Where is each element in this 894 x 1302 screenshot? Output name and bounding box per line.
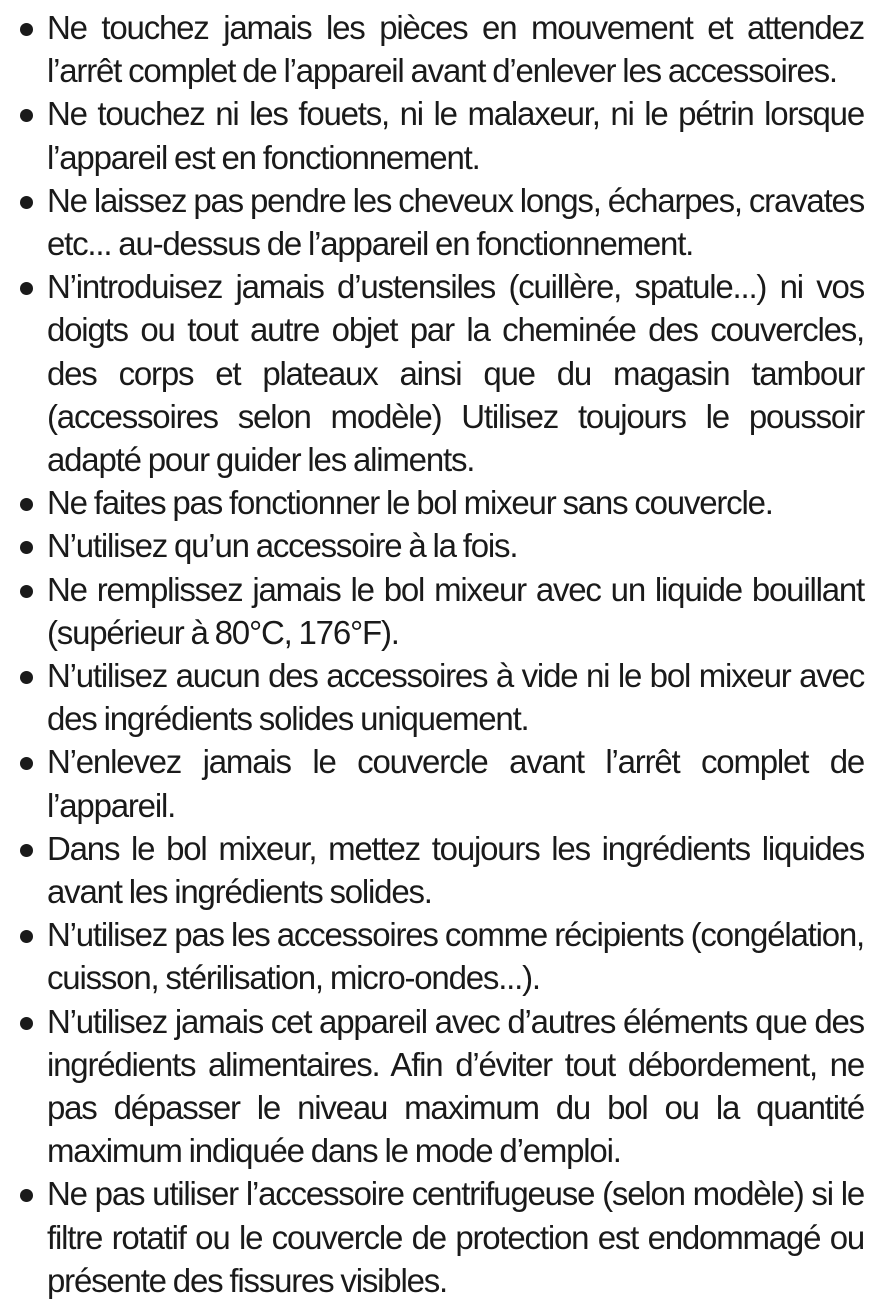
safety-instructions-list [16, 6, 864, 1302]
list-item [16, 913, 864, 999]
bullet-icon [20, 109, 33, 122]
list-item [16, 1000, 864, 1173]
bullet-icon [20, 1017, 33, 1030]
list-item [16, 6, 864, 92]
list-item-text: Ne touchez jamais les pièces en mouvement et attendez l’arrêt complet de l’appareil avant d’enlever les accessoires. [47, 9, 864, 90]
list-item-text: N’utilisez jamais cet appareil avec d’autres éléments que des ingrédients alimentaires. Afin d’éviter tout débordement, ne pas dépasser le niveau maximum du bol ou la quantité maximum indiquée dans le mode d’emploi. [47, 1002, 864, 1170]
list-item-text: Dans le bol mixeur, mettez toujours les ingrédients liquides avant les ingrédients solides. [47, 829, 864, 911]
bullet-icon [20, 930, 33, 943]
list-item [16, 568, 864, 654]
bullet-icon [20, 757, 33, 770]
list-item-text: Ne laissez pas pendre les cheveux longs, écharpes, cravates etc... au-dessus de l’appareil en fonctionnement. [47, 181, 864, 263]
list-item [16, 524, 864, 567]
bullet-icon [20, 196, 33, 209]
list-item [16, 481, 864, 524]
list-item-text: Ne pas utiliser l’accessoire centrifugeuse (selon modèle) si le filtre rotatif ou le couvercle de protection est endommagé ou présente des fissures visibles. [47, 1175, 864, 1299]
list-item-text: N’enlevez jamais le couvercle avant l’arrêt complet de l’appareil. [47, 743, 864, 824]
bullet-icon [20, 498, 33, 511]
bullet-icon [20, 1189, 33, 1202]
bullet-icon [20, 541, 33, 554]
list-item-text: N’utilisez pas les accessoires comme récipients (congélation, cuisson, stérilisation, micro-ondes...). [47, 916, 864, 997]
bullet-icon [20, 282, 33, 295]
bullet-icon [20, 844, 33, 857]
list-item-text: Ne touchez ni les fouets, ni le malaxeur, ni le pétrin lorsque l’appareil est en fonctionnement. [47, 95, 864, 176]
list-item [16, 265, 864, 481]
bullet-icon [20, 23, 33, 36]
list-item-text: N’utilisez qu’un accessoire à la fois. [47, 527, 518, 565]
list-item-text: N’utilisez aucun des accessoires à vide ni le bol mixeur avec des ingrédients solides uniquement. [47, 657, 864, 738]
list-item-text: Ne remplissez jamais le bol mixeur avec un liquide bouillant (supérieur à 80°C, 176°F). [47, 570, 864, 651]
bullet-icon [20, 671, 33, 684]
list-item-text: N’introduisez jamais d’ustensiles (cuillère, spatule...) ni vos doigts ou tout autre objet par la cheminée des couvercles, des corps et plateaux ainsi que du magasin tambour (accessoires selon modèle) Utilisez toujours le poussoir adapté pour guider les aliments. [47, 268, 864, 479]
list-item [16, 1172, 864, 1302]
list-item [16, 92, 864, 178]
list-item [16, 179, 864, 265]
list-item [16, 654, 864, 740]
list-item-text: Ne faites pas fonctionner le bol mixeur sans couvercle. [47, 484, 773, 522]
bullet-icon [20, 585, 33, 598]
list-item [16, 740, 864, 826]
list-item [16, 827, 864, 913]
